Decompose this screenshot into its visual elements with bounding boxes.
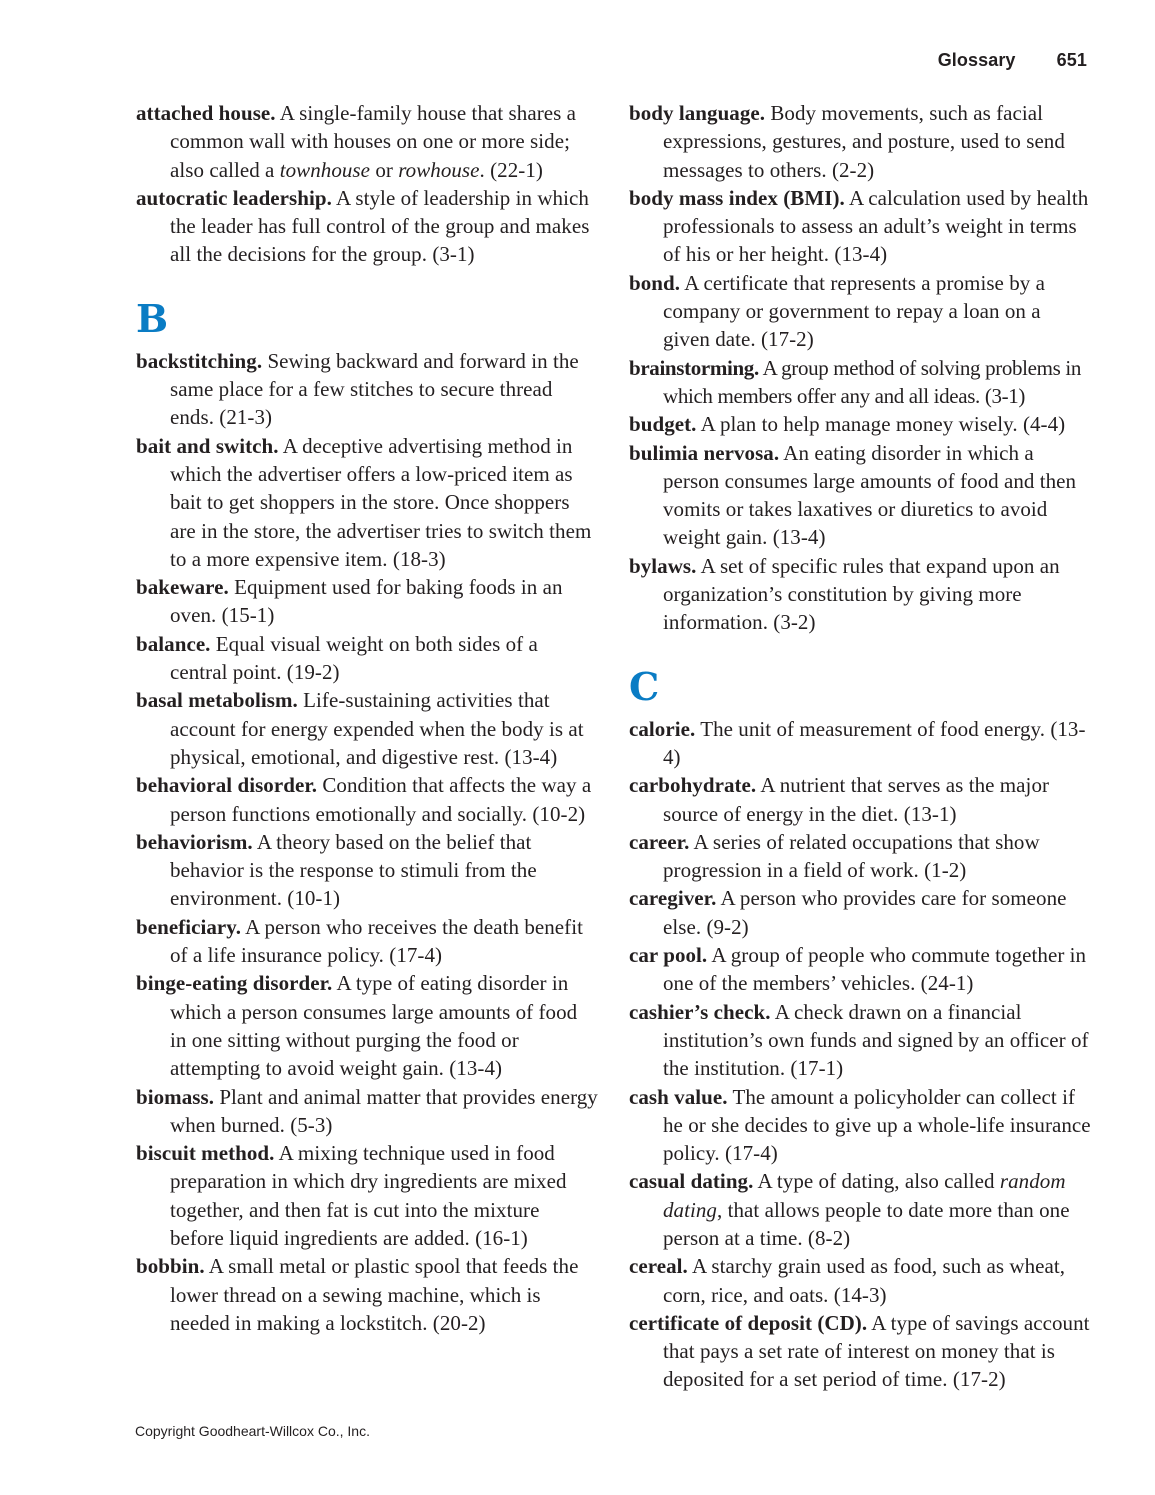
glossary-entry <box>136 347 598 432</box>
entry-definition: A starchy grain used as food, such as wheat, corn, rice, and oats. (14-3) <box>663 1254 1066 1307</box>
entry-term: biscuit method. <box>136 1141 275 1166</box>
entry-italic-term: townhouse <box>279 157 371 182</box>
section-letter-c: C <box>629 663 660 709</box>
glossary-entry <box>629 1252 1091 1309</box>
entry-term: behaviorism. <box>136 829 253 854</box>
glossary-entry <box>629 439 1091 552</box>
glossary-entry <box>136 686 598 771</box>
entry-term: binge-eating disorder. <box>136 971 333 996</box>
glossary-entry <box>136 913 598 970</box>
entry-definition: A style of leadership in which the leader has full control of the group and makes all the decisions for the group. (3-1) <box>170 185 590 267</box>
entry-term: body language. <box>629 101 766 125</box>
entry-definition: A plan to help manage money wisely. (4-4) <box>696 412 1066 437</box>
entry-definition: A group of people who commute together in one of the members’ vehicles. (24-1) <box>663 943 1087 996</box>
glossary-entry <box>629 269 1091 354</box>
entry-italic-term: rowhouse <box>398 157 480 182</box>
entry-term: autocratic leadership. <box>136 185 332 210</box>
entry-term: body mass index (BMI). <box>629 185 845 210</box>
entry-term: backstitching. <box>136 348 263 373</box>
entry-term: certificate of deposit (CD). <box>629 1310 868 1335</box>
glossary-entry <box>629 184 1091 269</box>
glossary-entry <box>629 828 1091 885</box>
glossary-entry <box>136 771 598 828</box>
entry-definition: A type of eating disorder in which a person consumes large amounts of food in one sitting without purging the food or attempting to avoid weight gain. (13-4) <box>170 971 578 1081</box>
glossary-entry <box>629 998 1091 1083</box>
entry-term: calorie. <box>629 716 696 741</box>
entry-term: basal metabolism. <box>136 688 298 713</box>
entry-definition: The amount a policyholder can collect if he or she decides to give up a whole-life insurance policy. (17-4) <box>663 1084 1091 1166</box>
entry-term: bakeware. <box>136 575 229 600</box>
entry-definition: A check drawn on a financial institution’s own funds and signed by an officer of the institution. (17-1) <box>663 999 1089 1081</box>
glossary-entry <box>629 1083 1091 1168</box>
page-number: 651 <box>1056 50 1087 70</box>
entry-term: career. <box>629 829 690 854</box>
entry-term: casual dating. <box>629 1169 754 1194</box>
glossary-entry <box>629 884 1091 941</box>
entry-definition: A type of savings account that pays a set rate of interest on money that is deposited for a set period of time. (17-2) <box>663 1310 1090 1392</box>
glossary-entry <box>629 1309 1091 1394</box>
section-title: Glossary <box>937 50 1016 70</box>
entry-term: car pool. <box>629 943 708 968</box>
glossary-entry <box>136 1139 598 1252</box>
entry-term: bobbin. <box>136 1254 205 1279</box>
entry-definition: A nutrient that serves as the major source of energy in the diet. (13-1) <box>663 773 1050 826</box>
entry-term: biomass. <box>136 1084 215 1109</box>
entry-definition: An eating disorder in which a person consumes large amounts of food and then vomits or takes laxatives or diuretics to avoid weight gain. (13-4) <box>663 440 1077 550</box>
entry-definition: A type of dating, also called <box>753 1169 1000 1194</box>
section-letter-b: B <box>136 295 169 341</box>
entry-definition: A deceptive advertising method in which the advertiser offers a low-priced item as bait to get shoppers in the store. Once shoppers are in the store, the advertiser tries to switch them to a more expensive item. (18-3) <box>170 433 592 571</box>
glossary-entry <box>136 828 598 913</box>
glossary-entry <box>136 1083 598 1140</box>
glossary-entry <box>136 630 598 687</box>
entry-term: beneficiary. <box>136 914 241 939</box>
entry-definition: A single-family house that shares a common wall with houses on one or more side; also called a <box>170 101 576 182</box>
entry-term: carbohydrate. <box>629 773 757 798</box>
running-head <box>938 50 1087 71</box>
entry-definition: A calculation used by health professionals to assess an adult’s weight in terms of his or her height. (13-4) <box>663 185 1089 267</box>
glossary-entry <box>629 410 1091 438</box>
glossary-entry <box>629 354 1091 411</box>
entry-definition: , that allows people to date more than one person at a time. (8-2) <box>663 1197 1070 1250</box>
glossary-entry <box>136 573 598 630</box>
entry-term: bond. <box>629 270 681 295</box>
entry-term: cashier’s check. <box>629 999 771 1024</box>
glossary-entry <box>136 184 598 269</box>
entry-definition: . (22-1) <box>479 157 543 182</box>
entry-term: bait and switch. <box>136 433 279 458</box>
entry-definition: A series of related occupations that show progression in a field of work. (1-2) <box>663 829 1040 883</box>
glossary-entry <box>629 941 1091 998</box>
glossary-entry <box>629 99 1091 184</box>
left-column <box>136 99 598 1337</box>
entry-definition: A theory based on the belief that behavior is the response to stimuli from the environment. (10-1) <box>170 829 537 911</box>
glossary-entry <box>629 771 1091 828</box>
entry-definition: A certificate that represents a promise by a company or government to repay a loan on a given date. (17-2) <box>663 270 1045 352</box>
glossary-entry <box>136 432 598 573</box>
entry-term: budget. <box>629 412 697 437</box>
glossary-entry <box>629 715 1091 772</box>
entry-term: brainstorming. <box>629 355 759 380</box>
entry-definition: A small metal or plastic spool that feeds the lower thread on a sewing machine, which is needed in making a lockstitch. (20-2) <box>170 1254 579 1335</box>
entry-definition: Equal visual weight on both sides of a central point. (19-2) <box>170 631 538 685</box>
entry-definition: The unit of measurement of food energy. (13-4) <box>663 716 1086 769</box>
entry-definition: or <box>370 157 399 182</box>
entry-definition: Life-sustaining activities that account for energy expended when the body is at physical, emotional, and digestive rest. (13-4) <box>170 688 584 769</box>
entry-term: cash value. <box>629 1084 728 1109</box>
entry-italic-term: random dating <box>663 1169 1066 1222</box>
entry-definition: A set of specific rules that expand upon an organization’s constitution by giving more information. (3-2) <box>663 553 1060 635</box>
entry-term: bylaws. <box>629 553 697 578</box>
right-column <box>629 99 1091 1394</box>
glossary-entry <box>136 99 598 184</box>
entry-definition: A mixing technique used in food preparation in which dry ingredients are mixed together, and then fat is cut into the mixture before liquid ingredients are added. (16-1) <box>170 1141 567 1250</box>
entry-definition: Body movements, such as facial expressions, gestures, and posture, used to send messages to others. (2-2) <box>663 101 1065 182</box>
copyright-footer: Copyright Goodheart-Willcox Co., Inc. <box>135 1423 370 1439</box>
entry-term: bulimia nervosa. <box>629 440 780 465</box>
entry-term: behavioral disorder. <box>136 773 318 798</box>
entry-definition: Equipment used for baking foods in an oven. (15-1) <box>170 575 563 628</box>
entry-definition: Condition that affects the way a person functions emotionally and socially. (10-2) <box>170 773 592 826</box>
glossary-entry <box>629 1167 1091 1252</box>
glossary-entry <box>136 1252 598 1337</box>
entry-definition: A person who provides care for someone else. (9-2) <box>663 886 1067 939</box>
entry-definition: A person who receives the death benefit of a life insurance policy. (17-4) <box>170 914 583 968</box>
glossary-entry <box>629 552 1091 637</box>
entry-term: balance. <box>136 631 211 656</box>
entry-term: cereal. <box>629 1254 688 1279</box>
entry-definition: Sewing backward and forward in the same place for a few stitches to secure thread ends. (21-3) <box>170 348 579 430</box>
glossary-entry <box>136 969 598 1082</box>
entry-definition: Plant and animal matter that provides energy when burned. (5-3) <box>170 1084 598 1137</box>
entry-term: caregiver. <box>629 886 717 911</box>
entry-definition: A group method of solving problems in which members offer any and all ideas. (3-1) <box>663 355 1081 408</box>
entry-term: attached house. <box>136 101 276 125</box>
